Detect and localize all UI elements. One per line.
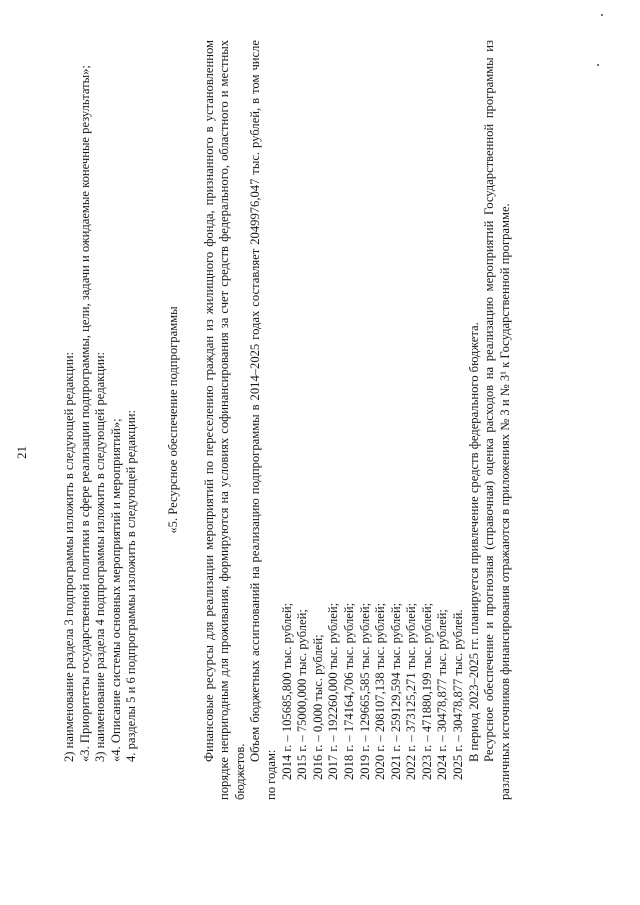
list-item: 2024 г. – 30478,877 тыс. рублей; [435, 609, 450, 780]
resource-estimate-paragraph: Ресурсное обеспечение и прогнозная (справочная) оценка расходов на реализацию мероприятий Государственной программы из различных источников финансирования отражаются в приложениях № 3 и № 3¹ к Государственной программе. [482, 40, 512, 800]
section-3-title-quote: «3. Приоритеты государственной политики в сфере реализации подпрограммы, цели, задачи и ожидаемые конечные результаты»; [77, 65, 92, 762]
document-body [62, 40, 513, 800]
federal-funding-paragraph: В период 2023–2025 гг. планируется привлечение средств федерального бюджета. [466, 322, 481, 762]
scan-speck [597, 64, 599, 66]
list-item: 2018 г. – 174164,706 тыс. рублей; [341, 602, 356, 780]
amendment-item-3: 3) наименование раздела 4 подпрограммы изложить в следующей редакции: [93, 351, 108, 762]
list-item: 2014 г. – 105685,800 тыс. рублей; [279, 602, 294, 780]
scan-speck [601, 14, 603, 16]
list-item: 2017 г. – 192260,000 тыс. рублей; [326, 602, 341, 780]
list-item: 2025 г. – 30478,877 тыс. рублей. [451, 609, 466, 780]
section-5-heading: «5. Ресурсное обеспечение подпрограммы [165, 306, 180, 534]
list-item: 2015 г. – 75000,000 тыс. рублей; [295, 609, 310, 780]
list-item: 2021 г. – 259129,594 тыс. рублей; [388, 602, 403, 780]
list-item: 2023 г. – 471880,199 тыс. рублей; [419, 602, 434, 780]
budget-volume-paragraph: Объем бюджетных ассигнований на реализацию подпрограммы в 2014–2025 годах составляет 2049976,047 тыс. рублей, в том числе по годам: [248, 40, 278, 800]
list-item: 2019 г. – 129665,585 тыс. рублей; [357, 602, 372, 780]
financing-paragraph: Финансовые ресурсы для реализации мероприятий по переселению граждан из жилищного фонда, признанного в установленном порядке непригодным для проживания, формируются на условиях софинансирования за счет средств федерального, областного и местных бюджетов. [201, 40, 247, 800]
page-number: 21 [14, 446, 29, 459]
list-item: 2022 г. – 373125,271 тыс. рублей; [404, 602, 419, 780]
amendment-item-4: 4. разделы 5 и 6 подпрограммы изложить в следующей редакции: [124, 410, 139, 762]
list-item: 2016 г. – 0,000 тыс. рублей; [310, 634, 325, 780]
yearly-budget-list [280, 40, 467, 800]
list-item: 2020 г. – 208107,138 тыс. рублей; [373, 602, 388, 780]
section-4-title-quote: «4. Описание системы основных мероприятий и мероприятий»; [108, 418, 123, 762]
amendment-item-2: 2) наименование раздела 3 подпрограммы изложить в следующей редакции: [62, 351, 76, 762]
